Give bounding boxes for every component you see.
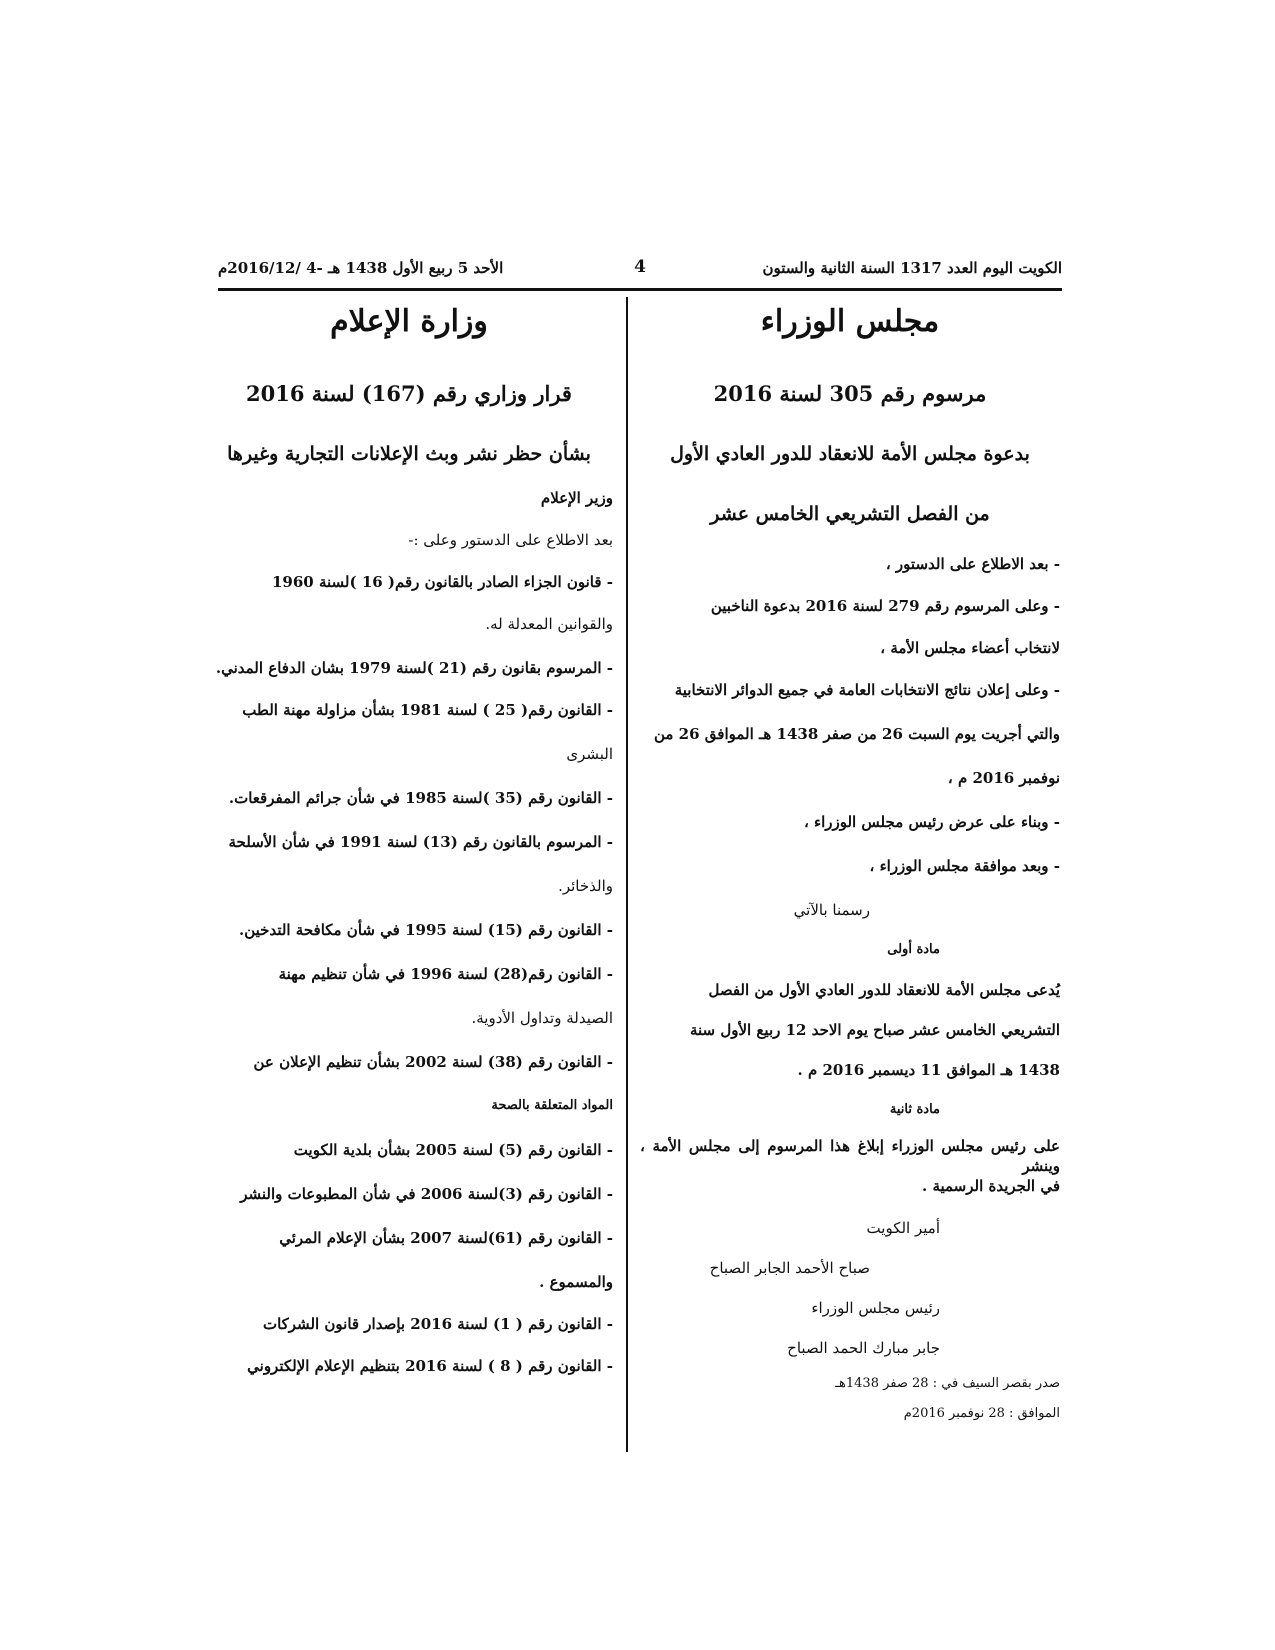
law-line: والمسموع . [539,1273,613,1291]
issue-info: الكويت اليوم العدد 1317 السنة الثانية والستون [762,259,1062,277]
issued-at: صدر بقصر السيف في : 28 صفر 1438هـ [835,1376,1060,1391]
law-line: والذخائر. [558,877,613,895]
article-line: في الجريدة الرسمية . [922,1177,1060,1195]
law-line: - القانون رقم (61)لسنة 2007 بشأن الإعلام المرئي [279,1229,613,1247]
decree-subject-line: بدعوة مجلس الأمة للانعقاد للدور العادي الأول [670,443,1030,465]
section-heading: وزارة الإعلام [330,304,488,339]
law-line: - القانون رقم (15) لسنة 1995 في شأن مكافحة التدخين. [239,921,613,939]
pm-name: جابر مبارك الحمد الصباح [787,1339,940,1357]
law-line: - القانون رقم(28) لسنة 1996 في شأن تنظيم مهنة [278,965,613,983]
law-line: البشرى [566,745,613,763]
law-line: - القانون رقم (35 )لسنة 1985 في شأن جرائم المفرقعات. [228,789,613,807]
preamble-line: - وعلى إعلان نتائج الانتخابات العامة في جميع الدوائر الانتخابية [674,681,1060,699]
law-line: - القانون رقم (5) لسنة 2005 بشأن بلدية الكويت [293,1141,613,1159]
preamble-line: - بعد الاطلاع على الدستور ، [885,555,1060,573]
law-line: - القانون رقم( 25 ) لسنة 1981 بشأن مزاولة مهنة الطب [242,701,613,719]
section-heading: مجلس الوزراء [760,304,940,339]
ministry-of-information-column [205,298,613,1398]
law-line: والقوانين المعدلة له. [485,615,613,633]
law-line: - القانون رقم (3)لسنة 2006 في شأن المطبوعات والنشر [240,1185,613,1203]
minister-line: وزير الإعلام [540,489,613,507]
law-line: المواد المتعلقة بالصحة [491,1098,613,1113]
intro-line: بعد الاطلاع على الدستور وعلى :- [408,531,613,549]
decision-subject: بشأن حظر نشر وبث الإعلانات التجارية وغيرها [227,443,591,465]
article-line: على رئيس مجلس الوزراء إبلاغ هذا المرسوم إلى مجلس الأمة ، وينشر [640,1137,1060,1175]
law-line: - قانون الجزاء الصادر بالقانون رقم( 16 )لسنة 1960 [272,573,613,591]
decreed-line: رسمنا بالآتي [793,901,870,919]
law-line: الصيدلة وتداول الأدوية. [471,1009,613,1027]
law-line: - القانون رقم ( 1) لسنة 2016 بإصدار قانون الشركات [262,1315,613,1333]
preamble-line: والتي أجريت يوم السبت 26 من صفر 1438 هـ الموافق 26 من [653,725,1060,743]
preamble-line: نوفمبر 2016 م ، [947,769,1060,787]
article-line: التشريعي الخامس عشر صباح يوم الاحد 12 ربيع الأول سنة [689,1021,1060,1039]
page-header [218,255,1062,285]
decision-body [205,488,613,1398]
law-line: - المرسوم بالقانون رقم (13) لسنة 1991 في شأن الأسلحة [228,833,613,851]
preamble-line: - وبعد موافقة مجلس الوزراء ، [869,857,1060,875]
emir-title: أمير الكويت [866,1219,940,1237]
decree-title: مرسوم رقم 305 لسنة 2016 [713,381,987,406]
emir-name: صباح الأحمد الجابر الصباح [709,1259,870,1277]
council-of-ministers-column [640,298,1060,1434]
law-line: - القانون رقم ( 8 ) لسنة 2016 بتنظيم الإعلام الإلكتروني [247,1357,613,1375]
decision-title: قرار وزاري رقم (167) لسنة 2016 [246,381,572,406]
corresponding-date: الموافق : 28 نوفمبر 2016م [903,1406,1060,1421]
preamble-line: لانتخاب أعضاء مجلس الأمة ، [880,639,1060,657]
article-line: يُدعى مجلس الأمة للانعقاد للدور العادي الأول من الفصل [708,981,1060,999]
article-title: مادة ثانية [889,1102,940,1117]
page-number: 4 [634,257,646,277]
preamble-line: - وبناء على عرض رئيس مجلس الوزراء ، [803,813,1060,831]
law-line: - القانون رقم (38) لسنة 2002 بشأن تنظيم الإعلان عن [253,1053,613,1071]
law-line: - المرسوم بقانون رقم (21 )لسنة 1979 بشان الدفاع المدني. [215,659,613,677]
article-title: مادة أولى [887,942,940,957]
pm-title: رئيس مجلس الوزراء [811,1299,940,1317]
header-divider [218,288,1062,291]
preamble-line: - وعلى المرسوم رقم 279 لسنة 2016 بدعوة الناخبين [710,597,1060,615]
column-divider [626,297,628,1452]
preamble [640,554,1060,900]
decree-subject-line: من الفصل التشريعي الخامس عشر [710,503,990,525]
issue-date: الأحد 5 ربيع الأول 1438 هـ -4 /2016/12م [218,259,504,277]
article-line: 1438 هـ الموافق 11 ديسمبر 2016 م . [797,1061,1060,1079]
